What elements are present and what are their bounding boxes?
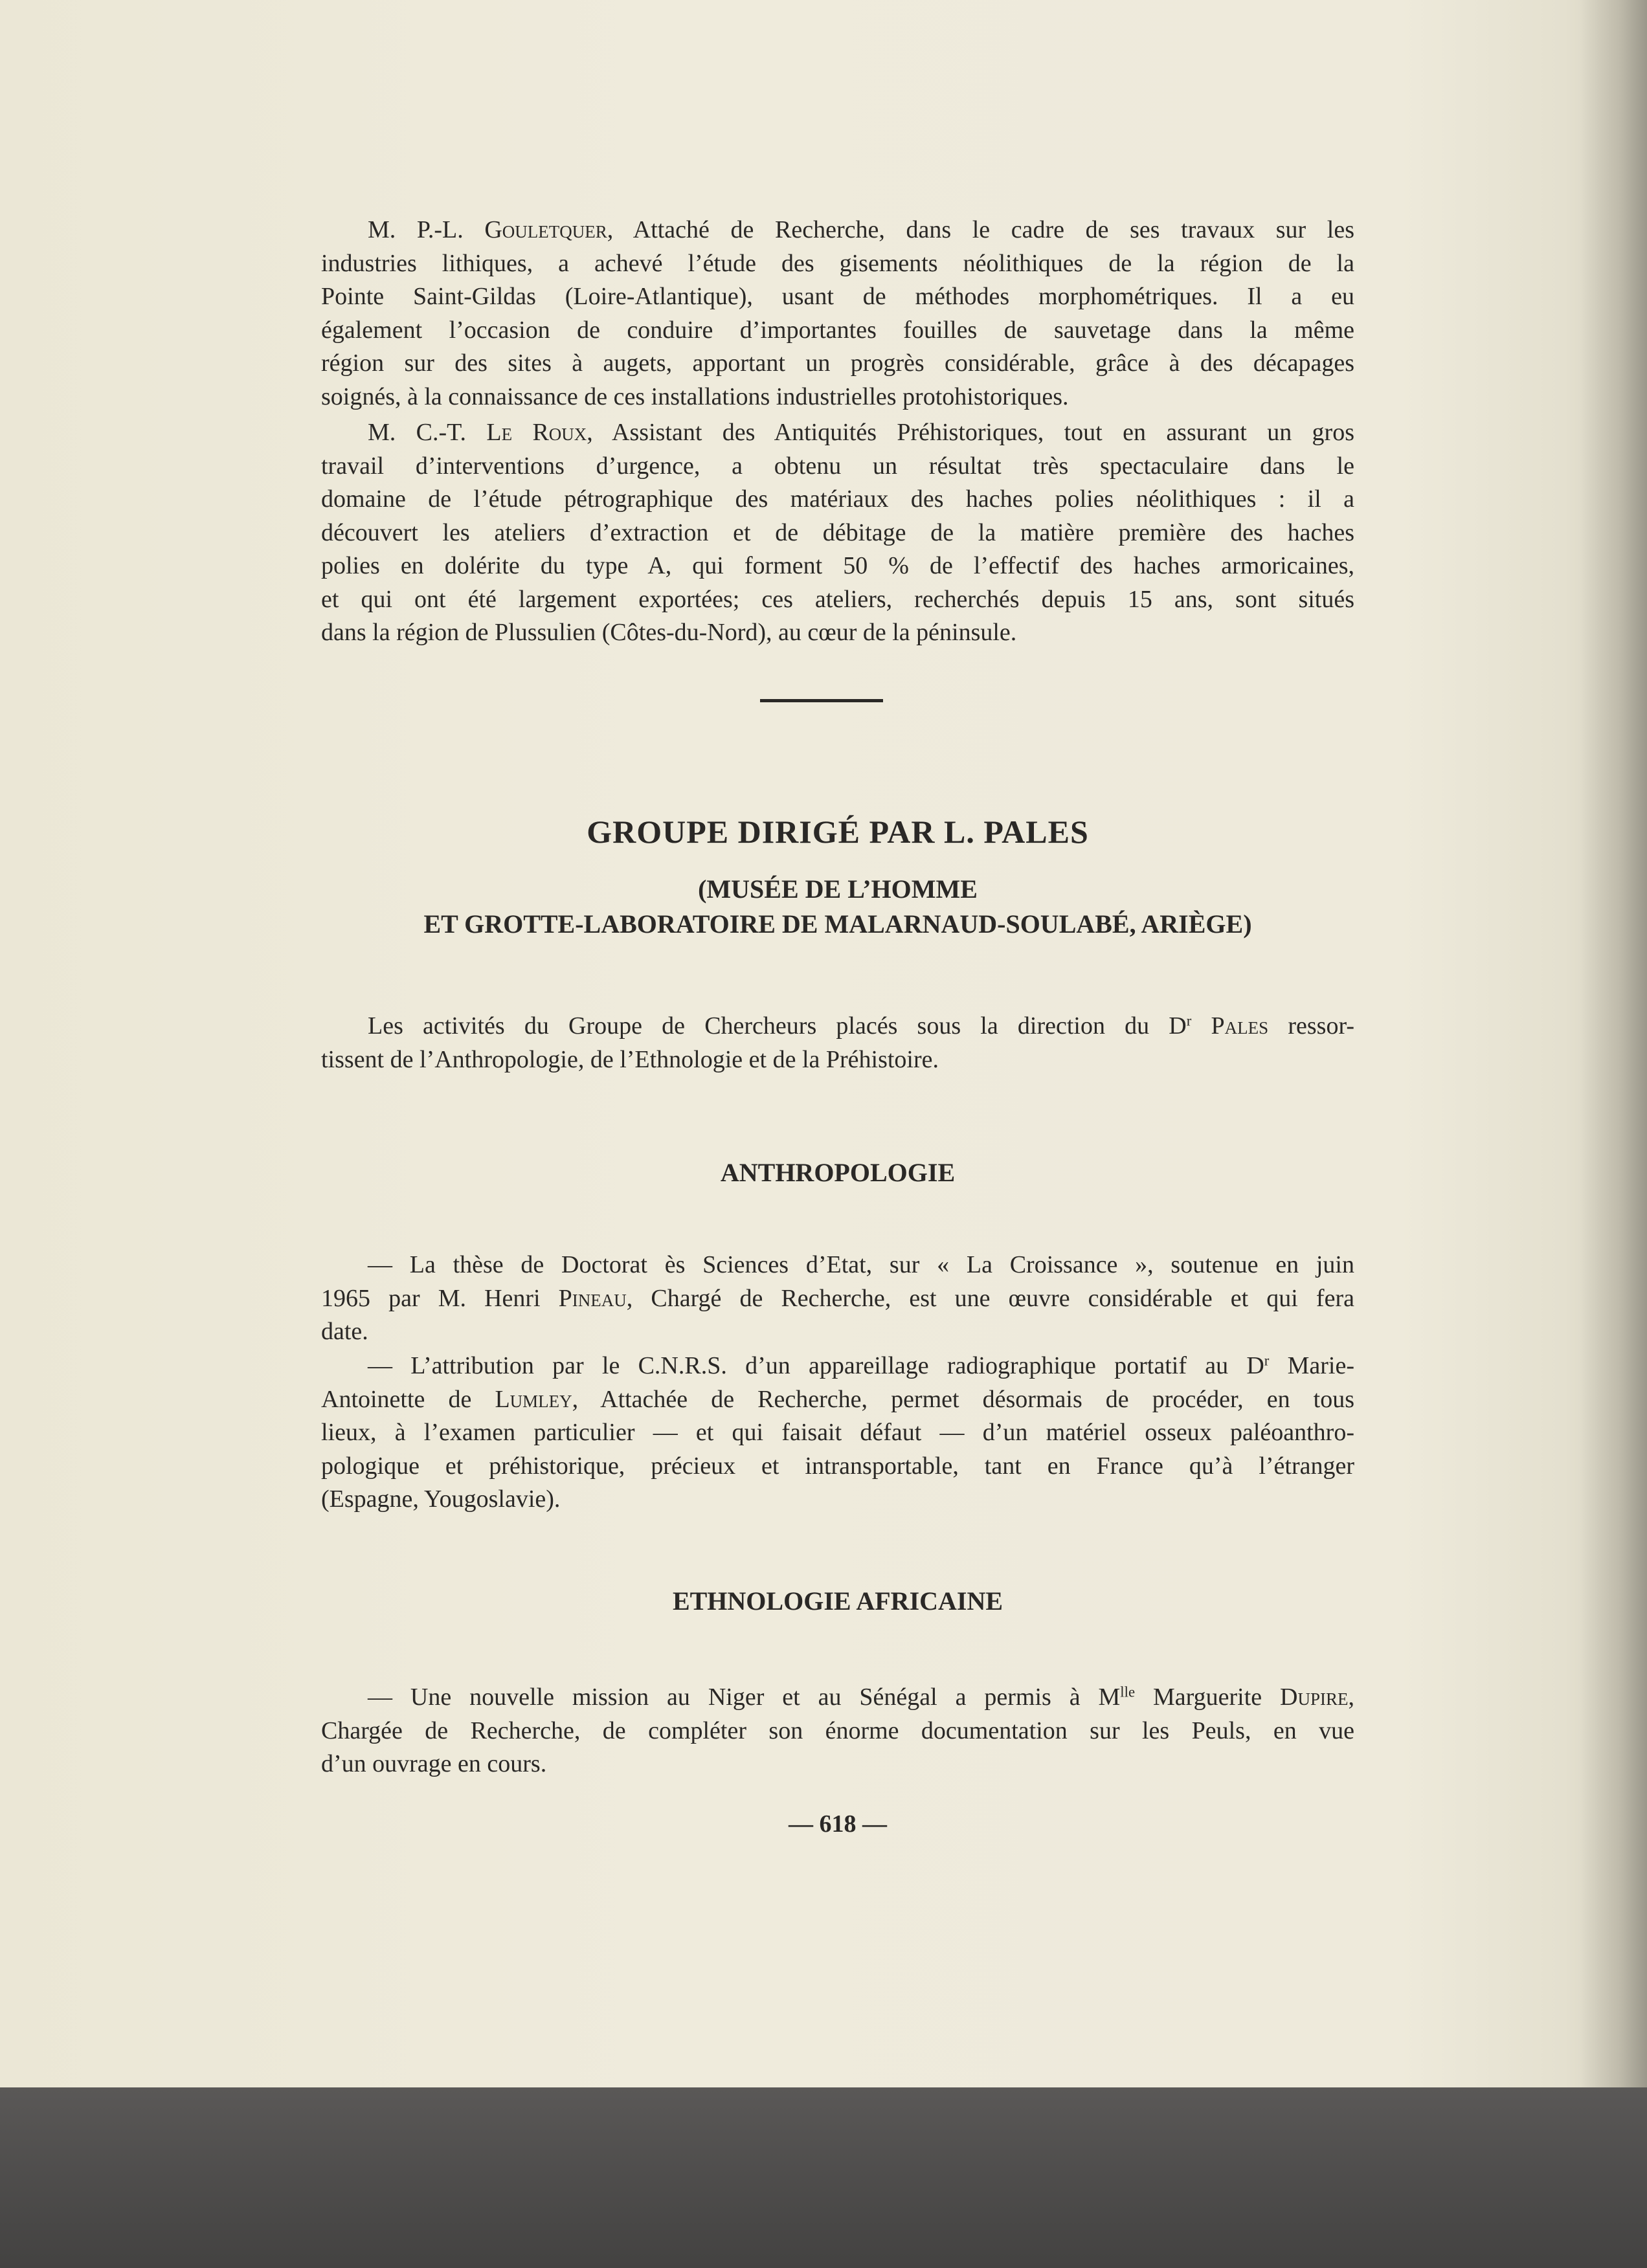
text-line — [321, 1315, 1354, 1349]
person-name: Pales — [1211, 1012, 1269, 1040]
text-segment: Antoinette de — [321, 1385, 495, 1413]
text-segment: date. — [321, 1318, 368, 1345]
text-segment: et qui ont été largement exportées; ces ateliers, recherchés depuis 15 ans, sont situés — [321, 585, 1354, 613]
text-segment: M. C.-T. — [368, 419, 487, 446]
text-line — [321, 314, 1354, 348]
text-segment: dans la région de Plussulien (Côtes-du-Nord), au cœur de la péninsule. — [321, 619, 1017, 646]
person-name: Gouletquer — [484, 216, 607, 243]
text-segment: également l’occasion de conduire d’importantes fouilles de sauvetage dans la même — [321, 316, 1354, 344]
text-line — [321, 1249, 1354, 1282]
text-segment: découvert les ateliers d’extraction et de débitage de la matière première des haches — [321, 518, 1354, 546]
text-segment: ressor- — [1268, 1012, 1354, 1040]
page-number: — 618 — — [789, 1810, 887, 1838]
text-segment: tissent de l’Anthropologie, de l’Ethnologie et de la Préhistoire. — [321, 1045, 939, 1073]
text-segment: Pointe Saint-Gildas (Loire-Atlantique), usant de méthodes morphométriques. Il a eu — [321, 283, 1354, 310]
text-segment: d’un ouvrage en cours. — [321, 1750, 547, 1777]
text-segment: Chargée de Recherche, de compléter son énorme documentation sur les Peuls, en vue — [321, 1717, 1354, 1744]
text-segment: Marie- — [1269, 1352, 1355, 1379]
text-line — [321, 1383, 1354, 1417]
heading-ethnologie-africaine: ETHNOLOGIE AFRICAINE — [672, 1586, 1003, 1616]
text-line — [321, 280, 1354, 314]
text-segment: , Attachée de Recherche, permet désormais de procéder, en tous — [572, 1385, 1354, 1413]
group-subheading-line2: ET GROTTE-LABORATOIRE DE MALARNAUD-SOULABÉ, ARIÈGE) — [423, 909, 1252, 939]
text-segment: M. P.-L. — [368, 216, 485, 243]
paragraph-le-roux — [321, 416, 1354, 650]
text-line — [321, 381, 1354, 414]
text-line — [321, 483, 1354, 517]
person-name: Lumley — [495, 1385, 572, 1413]
text-segment: pologique et préhistorique, précieux et intransportable, tant en France qu’à l’étranger — [321, 1452, 1354, 1480]
text-line — [321, 1043, 1354, 1077]
paragraph-attribution — [321, 1350, 1354, 1517]
person-name: Dupire — [1280, 1684, 1349, 1711]
text-segment: lieux, à l’examen particulier — et qui faisait défaut — d’un matériel osseux paléoanthro- — [321, 1419, 1354, 1446]
paragraph-intro — [321, 1010, 1354, 1076]
text-segment: r — [1264, 1352, 1270, 1369]
text-line — [321, 1282, 1354, 1316]
text-segment: , Assistant des Antiquités Préhistoriques, tout en assurant un gros — [587, 419, 1354, 446]
text-line — [321, 247, 1354, 281]
person-name: Pineau — [558, 1284, 627, 1312]
text-segment: Marguerite — [1135, 1684, 1281, 1711]
group-heading: GROUPE DIRIGÉ PAR L. PALES — [587, 814, 1089, 850]
text-segment: domaine de l’étude pétrographique des matériaux des haches polies néolithiques : il a — [321, 485, 1354, 513]
heading-anthropologie: ANTHROPOLOGIE — [720, 1158, 956, 1187]
text-segment: Les activités du Groupe de Chercheurs placés sous la direction du D — [368, 1012, 1187, 1040]
text-segment: polies en dolérite du type A, qui forment 50 % de l’effectif des haches armoricaines, — [321, 552, 1354, 579]
text-segment: — L’attribution par le C.N.R.S. d’un appareillage radiographique portatif au D — [368, 1352, 1264, 1379]
text-line — [321, 347, 1354, 381]
text-segment: soignés, à la connaissance de ces installations industrielles protohistoriques. — [321, 383, 1069, 410]
text-line — [321, 1450, 1354, 1484]
text-line — [321, 1681, 1354, 1715]
text-line — [321, 1350, 1354, 1383]
scanner-background — [0, 2087, 1647, 2268]
text-segment: r — [1186, 1012, 1192, 1029]
text-segment: — La thèse de Doctorat ès Sciences d’Etat, sur « La Croissance », soutenue en juin — [368, 1251, 1354, 1278]
text-line — [321, 1483, 1354, 1517]
text-line — [321, 416, 1354, 450]
text-segment: lle — [1120, 1684, 1136, 1700]
text-line — [321, 450, 1354, 484]
text-segment: , Chargé de Recherche, est une œuvre considérable et qui fera — [626, 1284, 1354, 1312]
person-name: Le Roux — [486, 419, 587, 446]
text-line — [321, 517, 1354, 550]
paragraph-mission — [321, 1681, 1354, 1781]
group-subheading-line1: (MUSÉE DE L’HOMME — [698, 874, 978, 904]
text-segment: région sur des sites à augets, apportant un progrès considérable, grâce à des décapages — [321, 350, 1354, 377]
text-segment: , Attaché de Recherche, dans le cadre de ses travaux sur les — [607, 216, 1354, 243]
text-segment: — Une nouvelle mission au Niger et au Sénégal a permis à M — [368, 1684, 1121, 1711]
text-line — [321, 550, 1354, 583]
text-line — [321, 1715, 1354, 1748]
text-segment: industries lithiques, a achevé l’étude des gisements néolithiques de la région de la — [321, 249, 1354, 277]
paragraph-gouletquer — [321, 214, 1354, 414]
text-segment: , — [1348, 1684, 1354, 1711]
section-divider — [760, 699, 883, 702]
page-edge-shadow — [1580, 0, 1647, 2087]
text-line — [321, 1748, 1354, 1781]
text-line — [321, 214, 1354, 247]
text-segment: 1965 par M. Henri — [321, 1284, 559, 1312]
paragraph-these — [321, 1249, 1354, 1349]
text-line — [321, 1416, 1354, 1450]
text-line — [321, 583, 1354, 617]
text-segment — [1191, 1012, 1211, 1040]
text-line — [321, 1010, 1354, 1043]
text-line — [321, 616, 1354, 650]
text-segment: (Espagne, Yougoslavie). — [321, 1485, 561, 1513]
text-segment: travail d’interventions d’urgence, a obtenu un résultat très spectaculaire dans le — [321, 452, 1354, 480]
